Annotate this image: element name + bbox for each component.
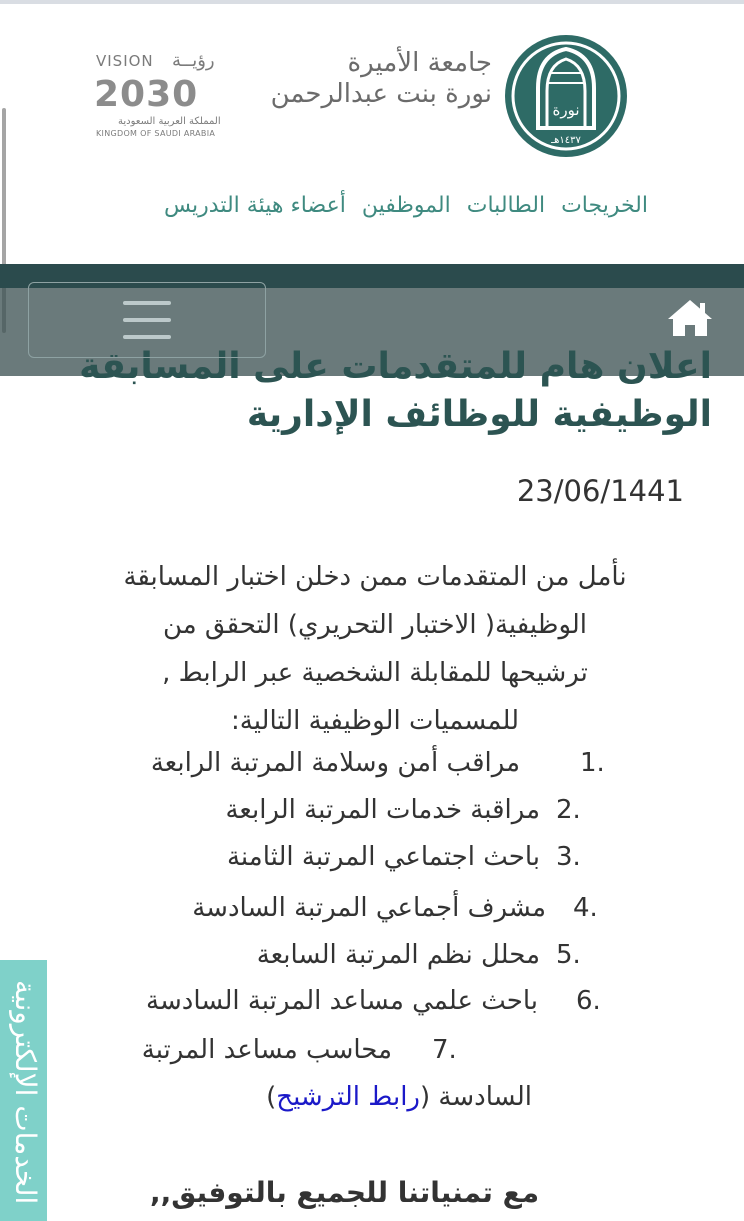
- list-item: باحث اجتماعي المرتبة الثامنة: [226, 842, 540, 872]
- pnu-logo[interactable]: [503, 33, 629, 159]
- vision-subtitle-arabic: المملكة العربية السعودية: [118, 116, 221, 127]
- intro-line: الوظيفية( الاختبار التحريري) التحقق من: [162, 610, 588, 640]
- intro-line: نأمل من المتقدمات ممن دخلن اختبار المسابقة: [123, 562, 627, 592]
- nav-link-faculty[interactable]: أعضاء هيئة التدريس: [164, 193, 346, 218]
- list-item: محلل نظم المرتبة السابعة: [256, 940, 540, 970]
- article-date: 23/06/1441: [516, 474, 684, 508]
- list-item: مراقبة خدمات المرتبة الرابعة: [225, 795, 540, 825]
- nav-link-staff[interactable]: الموظفين: [361, 193, 451, 218]
- home-icon[interactable]: [666, 298, 714, 338]
- list-item-number: 1.: [580, 748, 605, 778]
- article-title: اعلان هام للمتقدمات على المسابقة الوظيفية للوظائف الإدارية: [79, 346, 712, 435]
- link-paren-close: ): [266, 1082, 277, 1112]
- nav-link-alumnae[interactable]: الخريجات: [561, 193, 648, 218]
- vision-year: 2030: [94, 74, 199, 115]
- intro-line: ترشيحها للمقابلة الشخصية عبر الرابط ,: [162, 658, 588, 688]
- list-item-number: 4.: [573, 893, 598, 923]
- list-item-number: 2.: [556, 795, 581, 825]
- article-body: [60, 553, 690, 745]
- list-item-continued: السادسة: [438, 1082, 532, 1112]
- vision-arabic-label: رؤيــة: [172, 50, 215, 71]
- intro-line: للمسميات الوظيفية التالية:: [231, 706, 519, 736]
- list-item: مراقب أمن وسلامة المرتبة الرابعة: [150, 748, 520, 778]
- pnu-logo-monogram: نورة: [552, 101, 580, 119]
- list-item-number: 6.: [576, 986, 601, 1016]
- nomination-line: [266, 1082, 532, 1112]
- closing-text: مع تمنياتنا للجميع بالتوفيق,,: [150, 1176, 540, 1209]
- nav-link-students[interactable]: الطالبات: [466, 193, 546, 218]
- e-services-label: الخدمات الإلكترونية: [9, 980, 42, 1205]
- pnu-logo-year: ١٤٣٧هـ: [551, 135, 581, 146]
- list-item: محاسب مساعد المرتبة: [141, 1035, 392, 1065]
- vision-subtitle-english: KINGDOM OF SAUDI ARABIA: [96, 129, 216, 138]
- list-item: مشرف أجماعي المرتبة السادسة: [192, 893, 546, 923]
- nomination-link[interactable]: رابط الترشيح: [276, 1082, 420, 1112]
- link-paren-open: (: [420, 1082, 431, 1112]
- list-item-number: 5.: [556, 940, 581, 970]
- hamburger-icon-bar: [123, 301, 171, 305]
- list-item: باحث علمي مساعد المرتبة السادسة: [146, 986, 538, 1016]
- vision-label: VISION: [96, 52, 154, 70]
- audience-nav: [164, 193, 648, 218]
- university-name-line2: نورة بنت عبدالرحمن: [270, 79, 492, 109]
- university-name[interactable]: [262, 48, 492, 110]
- hamburger-icon-bar: [123, 335, 171, 339]
- list-item-number: 3.: [556, 842, 581, 872]
- e-services-side-tab[interactable]: [0, 960, 47, 1221]
- list-item-number: 7.: [432, 1035, 457, 1065]
- university-name-line1: جامعة الأميرة: [347, 48, 492, 78]
- hamburger-menu-button[interactable]: [28, 282, 266, 358]
- hamburger-icon-bar: [123, 318, 171, 322]
